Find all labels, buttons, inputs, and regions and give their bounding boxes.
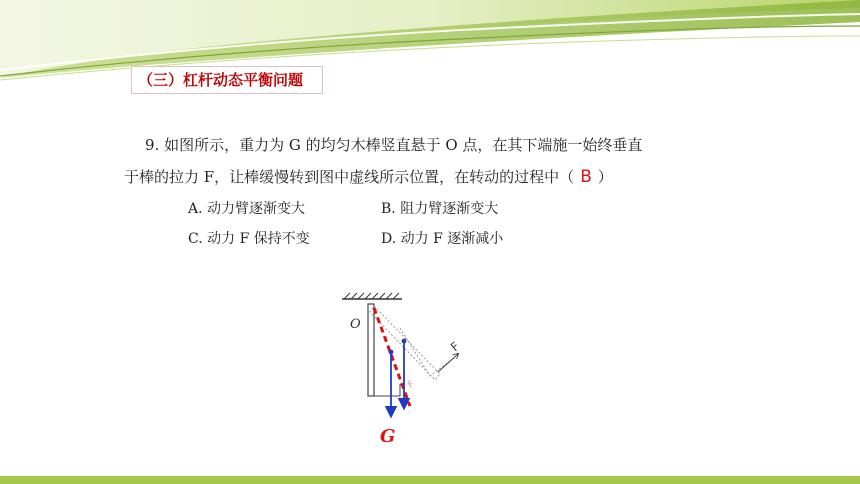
top-banner-decoration xyxy=(0,0,860,90)
question-line-2 xyxy=(124,166,613,187)
force-arrow xyxy=(438,354,458,372)
ceiling-hatch xyxy=(342,293,402,299)
question-line-2-text: 于棒的拉力 F，让棒缓慢转到图中虚线所示位置，在转动的过程中（ xyxy=(124,168,575,186)
gravity-label: G xyxy=(380,426,396,447)
pivot-label: O xyxy=(350,317,361,332)
rod-end-label: F xyxy=(406,379,416,391)
lever-diagram xyxy=(330,288,490,458)
option-b: B. 阻力臂逐渐变大 xyxy=(381,201,499,217)
force-label: F xyxy=(447,339,463,355)
center-dot-left xyxy=(389,350,394,355)
question-line-2-close: ） xyxy=(597,168,613,186)
question-line-1: 9. 如图所示，重力为 G 的均匀木棒竖直悬于 O 点，在其下端施一始终垂直 xyxy=(145,136,643,154)
bottom-stripe xyxy=(0,476,860,484)
center-dot-right xyxy=(402,339,407,344)
option-a: A. 动力臂逐渐变大 xyxy=(188,201,306,217)
option-c: C. 动力 F 保持不变 xyxy=(188,231,310,247)
answer-mark: B xyxy=(580,167,592,187)
section-title: （三）杠杆动态平衡问题 xyxy=(131,66,323,94)
option-d: D. 动力 F 逐渐减小 xyxy=(381,231,504,247)
vertical-rod xyxy=(368,304,374,396)
right-angle-mark xyxy=(374,384,400,396)
